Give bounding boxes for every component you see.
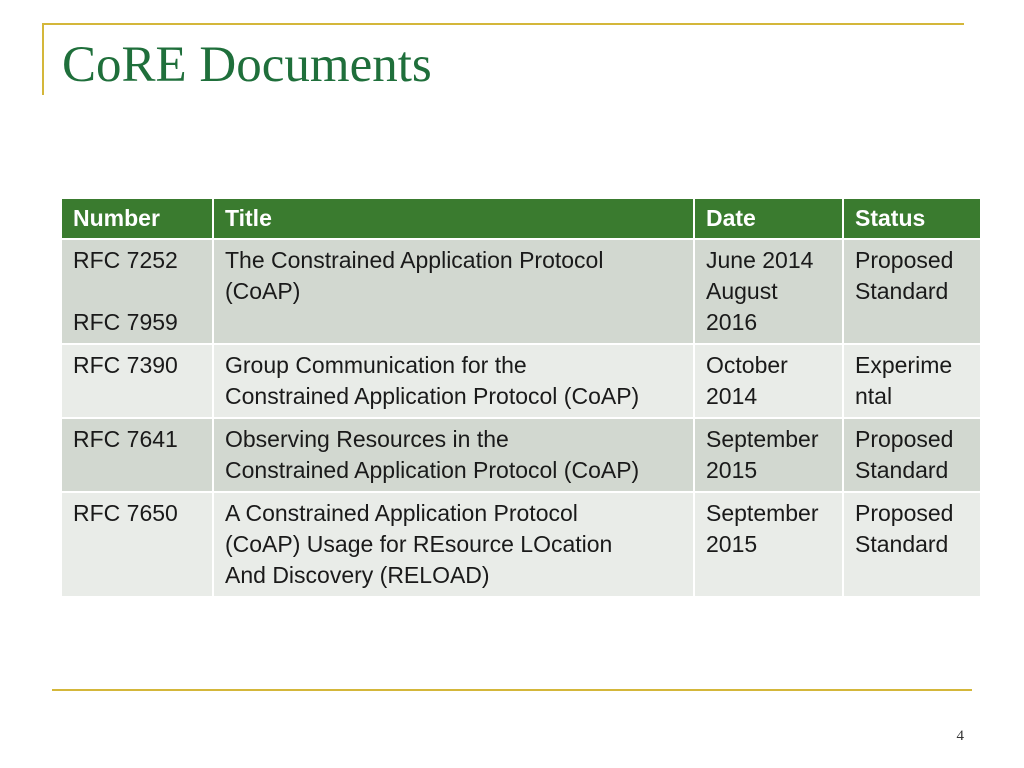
title-line: And Discovery (RELOAD) <box>225 562 490 588</box>
date-line: August <box>706 278 778 304</box>
slide-title: CoRE Documents <box>62 37 432 93</box>
title-line: (CoAP) Usage for REsource LOcation <box>225 531 613 557</box>
cell-title <box>213 418 694 492</box>
cell-title <box>213 344 694 418</box>
number-line: RFC 7641 <box>73 426 178 452</box>
cell-status <box>843 344 981 418</box>
table-row <box>61 492 981 597</box>
status-line: Standard <box>855 278 949 304</box>
title-line: (CoAP) <box>225 278 301 304</box>
cell-title <box>213 239 694 344</box>
cell-title <box>213 492 694 597</box>
status-line: ntal <box>855 383 893 409</box>
number-line: RFC 7390 <box>73 352 178 378</box>
cell-date <box>694 344 843 418</box>
status-line: Standard <box>855 457 949 483</box>
date-line: June 2014 <box>706 247 814 273</box>
title-line: A Constrained Application Protocol <box>225 500 578 526</box>
number-line: RFC 7650 <box>73 500 178 526</box>
date-line: 2015 <box>706 457 758 483</box>
date-line: 2014 <box>706 383 758 409</box>
cell-date <box>694 418 843 492</box>
header-date: Date <box>694 198 843 239</box>
number-line: RFC 7959 <box>73 309 178 335</box>
cell-status <box>843 492 981 597</box>
table-header-row <box>61 198 981 239</box>
title-line: Constrained Application Protocol (CoAP) <box>225 383 640 409</box>
table-row <box>61 239 981 344</box>
status-line: Proposed <box>855 247 954 273</box>
cell-status <box>843 239 981 344</box>
cell-number <box>61 239 213 344</box>
cell-number <box>61 344 213 418</box>
date-line: 2016 <box>706 309 758 335</box>
bottom-frame-line <box>52 689 972 691</box>
cell-status <box>843 418 981 492</box>
status-line: Experime <box>855 352 953 378</box>
number-gap <box>73 276 202 307</box>
status-line: Proposed <box>855 426 954 452</box>
date-line: September <box>706 426 819 452</box>
table-row <box>61 418 981 492</box>
title-line: The Constrained Application Protocol <box>225 247 604 273</box>
date-line: September <box>706 500 819 526</box>
cell-date <box>694 492 843 597</box>
number-line: RFC 7252 <box>73 247 178 273</box>
page-number: 4 <box>956 728 964 744</box>
table-row <box>61 344 981 418</box>
header-number: Number <box>61 198 213 239</box>
title-line: Constrained Application Protocol (CoAP) <box>225 457 640 483</box>
date-line: 2015 <box>706 531 758 557</box>
cell-number <box>61 492 213 597</box>
core-documents-table <box>60 197 982 598</box>
header-status: Status <box>843 198 981 239</box>
status-line: Proposed <box>855 500 954 526</box>
left-frame-line <box>42 23 44 95</box>
cell-number <box>61 418 213 492</box>
header-title: Title <box>213 198 694 239</box>
status-line: Standard <box>855 531 949 557</box>
cell-date <box>694 239 843 344</box>
title-line: Observing Resources in the <box>225 426 509 452</box>
title-line: Group Communication for the <box>225 352 527 378</box>
top-frame-line <box>42 23 964 25</box>
date-line: October <box>706 352 788 378</box>
